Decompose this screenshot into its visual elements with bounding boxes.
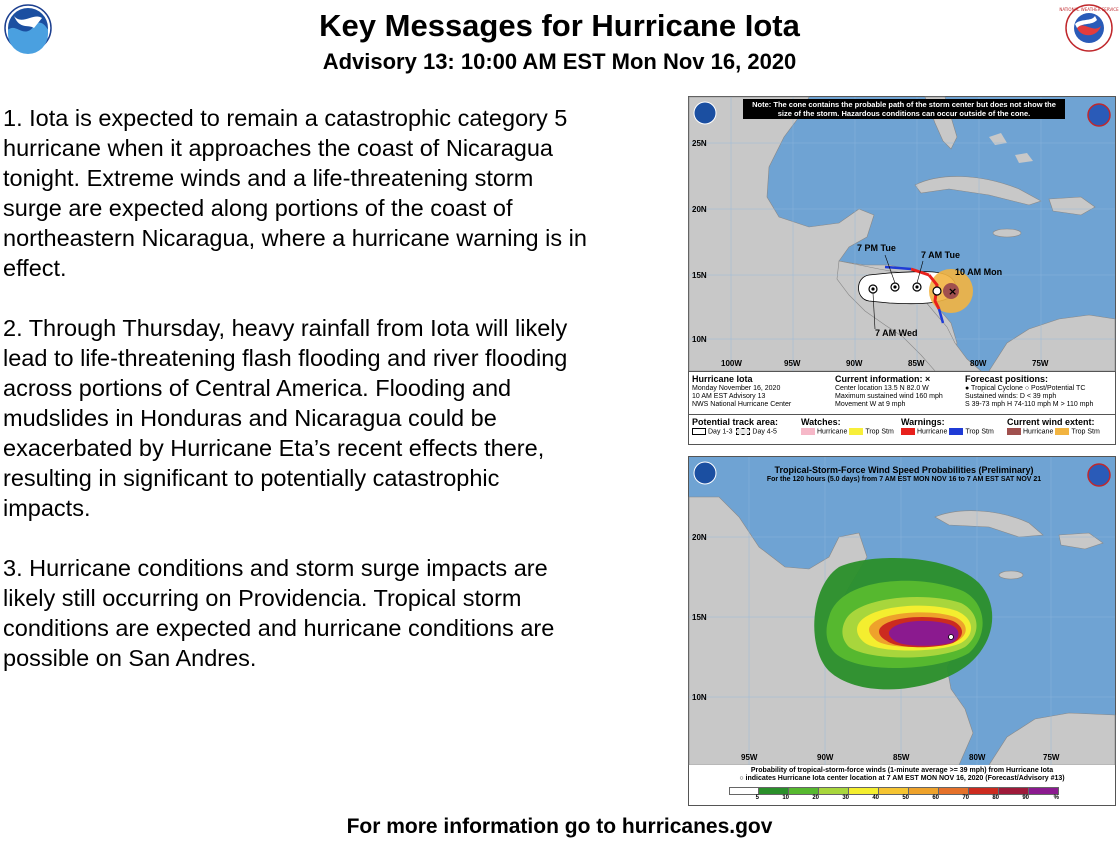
lon-tick: 95W xyxy=(784,359,801,368)
probability-scale-labels xyxy=(729,795,1059,801)
wind-map-legend xyxy=(689,765,1115,805)
scale-label: 60 xyxy=(932,795,939,801)
lon-tick: 90W xyxy=(846,359,863,368)
scale-label: 20 xyxy=(812,795,819,801)
lat-tick: 10N xyxy=(692,693,707,702)
scale-swatch xyxy=(969,787,999,795)
scale-swatch xyxy=(879,787,909,795)
lon-tick: 80W xyxy=(970,359,987,368)
scale-swatch xyxy=(999,787,1029,795)
scale-swatch xyxy=(849,787,879,795)
key-message-2: 2. Through Thursday, heavy rainfall from Iota will likely lead to life-threatening flash flooding and river flooding across portions of Central America. Flooding and mudslides in Honduras and Nicaragua could be exacerbated by Hurricane Eta’s recent effects there, resulting in significant to potentially catastrophic impacts. xyxy=(3,315,568,521)
key-message-3: 3. Hurricane conditions and storm surge impacts are likely still occurring on Providencia. Tropical storm conditions are expected and hurricane conditions are possible on San Andres. xyxy=(3,555,555,671)
scale-label: 10 xyxy=(782,795,789,801)
wind-map-title: Tropical-Storm-Force Wind Speed Probabilities (Preliminary) xyxy=(774,465,1034,475)
lon-tick: 85W xyxy=(908,359,925,368)
wind-probability-map xyxy=(688,456,1116,806)
scale-swatch xyxy=(909,787,939,795)
scale-swatch xyxy=(759,787,789,795)
svg-text:×: × xyxy=(948,285,958,298)
lat-tick: 15N xyxy=(692,613,707,622)
track-area-legend: Potential track area: Day 1-3 Day 4-5 xyxy=(692,417,779,436)
wind-map-graphic xyxy=(689,457,1115,765)
day45-swatch xyxy=(736,428,750,435)
lon-tick: 75W xyxy=(1043,753,1060,762)
hurricane-warning-swatch xyxy=(901,428,915,435)
warnings-legend: Warnings: Hurricane Trop Stm xyxy=(901,417,994,436)
ts-wind-swatch xyxy=(1055,428,1069,435)
hurricane-watch-swatch xyxy=(801,428,815,435)
page-title: Key Messages for Hurricane Iota xyxy=(319,8,800,43)
ts-warning-swatch xyxy=(949,428,963,435)
forecast-line: Sustained winds: D < 39 mph xyxy=(965,393,1057,400)
forecast-positions xyxy=(965,374,1093,409)
forecast-cone-map xyxy=(688,96,1116,445)
lon-tick: 85W xyxy=(893,753,910,762)
current-location: Center location 13.5 N 82.0 W xyxy=(835,385,929,392)
wind-map-subtitle: For the 120 hours (5.0 days) from 7 AM EST MON NOV 16 to 7 AM EST SAT NOV 21 xyxy=(766,476,1042,483)
lon-tick: 100W xyxy=(721,359,742,368)
scale-swatch xyxy=(729,787,759,795)
scale-label: 80 xyxy=(992,795,999,801)
scale-label: 90 xyxy=(1022,795,1029,801)
hurricane-wind-swatch xyxy=(1007,428,1021,435)
lat-tick: 10N xyxy=(692,335,707,344)
scale-label: 30 xyxy=(842,795,849,801)
watches-legend: Watches: Hurricane Trop Stm xyxy=(801,417,894,436)
scale-label: % xyxy=(1053,795,1059,801)
scale-swatch xyxy=(789,787,819,795)
storm-name: Hurricane Iota xyxy=(692,374,753,384)
svg-text:NATIONAL WEATHER SERVICE: NATIONAL WEATHER SERVICE xyxy=(1059,7,1119,12)
cone-info-panel xyxy=(689,371,1115,444)
cone-note: Note: The cone contains the probable path of the storm center but does not show the size of the storm. Hazardous conditions can occur outside of the cone. xyxy=(743,99,1065,119)
storm-advisory: 10 AM EST Advisory 13 xyxy=(692,393,766,400)
lon-tick: 90W xyxy=(817,753,834,762)
key-message-1: 1. Iota is expected to remain a catastrophic category 5 hurricane when it approaches the coast of Nicaragua tonight. Extreme winds and a life-threatening storm surge are expected along portions of the coast of northeastern Nicaragua, where a hurricane warning is in effect. xyxy=(3,105,587,281)
wind-extent-legend: Current wind extent: Hurricane Trop Stm xyxy=(1007,417,1100,436)
forecast-line: ● Tropical Cyclone ○ Post/Potential TC xyxy=(965,385,1086,392)
track-label: 10 AM Mon xyxy=(955,267,1003,277)
lon-tick: 95W xyxy=(741,753,758,762)
scale-swatch xyxy=(819,787,849,795)
current-movement: Movement W at 9 mph xyxy=(835,401,906,408)
lat-tick: 20N xyxy=(692,205,707,214)
storm-center: NWS National Hurricane Center xyxy=(692,401,792,408)
key-messages xyxy=(3,103,593,703)
lat-tick: 15N xyxy=(692,271,707,280)
ts-watch-swatch xyxy=(849,428,863,435)
scale-label: 5 xyxy=(755,795,759,801)
scale-label: 40 xyxy=(872,795,879,801)
track-label: 7 AM Wed xyxy=(875,328,918,338)
footer-link-text: For more information go to hurricanes.gov xyxy=(346,815,773,838)
advisory-subtitle: Advisory 13: 10:00 AM EST Mon Nov 16, 2020 xyxy=(322,49,797,74)
wind-map-caption: Probability of tropical-storm-force winds (1-minute average >= 39 mph) from Hurricane Iota ○ indicates Hurricane Iota center location at 7 AM EST MON NOV 16, 2020 (Forecast/Advisory #13) xyxy=(739,767,1065,782)
current-winds: Maximum sustained wind 160 mph xyxy=(835,393,943,400)
track-label: 7 PM Tue xyxy=(857,243,896,253)
lat-tick: 20N xyxy=(692,533,707,542)
scale-swatch xyxy=(939,787,969,795)
probability-color-scale xyxy=(729,787,1059,795)
scale-swatch xyxy=(1029,787,1059,795)
lon-tick: 75W xyxy=(1032,359,1049,368)
storm-date: Monday November 16, 2020 xyxy=(692,385,781,392)
cone-legend xyxy=(689,414,1115,444)
scale-label: 50 xyxy=(902,795,909,801)
storm-info xyxy=(692,374,791,409)
track-label: 7 AM Tue xyxy=(921,250,961,260)
scale-label: 70 xyxy=(962,795,969,801)
lat-tick: 25N xyxy=(692,139,707,148)
lon-tick: 80W xyxy=(969,753,986,762)
current-info xyxy=(835,374,943,409)
day13-swatch xyxy=(692,428,706,435)
forecast-heading: Forecast positions: xyxy=(965,374,1049,384)
forecast-line: S 39-73 mph H 74-110 mph M > 110 mph xyxy=(965,401,1094,408)
current-heading: Current information: × xyxy=(835,374,931,384)
